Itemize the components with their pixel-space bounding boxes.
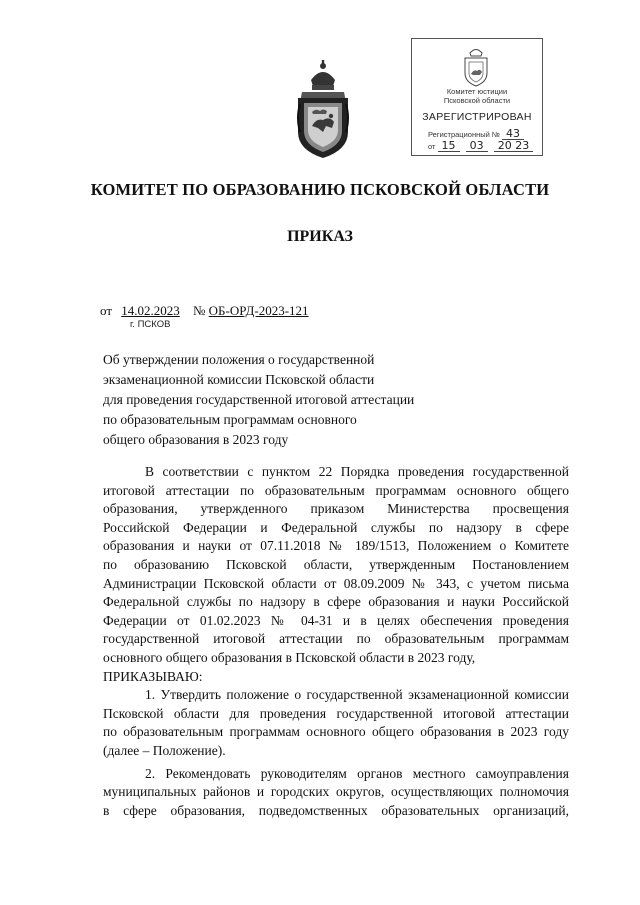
order-date: 14.02.2023 — [121, 303, 180, 318]
preamble-line: итоговой аттестации по образовательным программам основного общего — [103, 482, 569, 498]
stamp-org-line1: Комитет юстиции — [446, 87, 508, 96]
order-number-label: № — [193, 303, 206, 318]
item1-line: Псковской области для проведения государственной итоговой аттестации — [103, 705, 569, 721]
item1-line: по образовательным программам основного общего образования в 2023 году — [103, 724, 569, 740]
order-word: ПРИКАЗЫВАЮ: — [103, 668, 203, 684]
stamp-registered-label: ЗАРЕГИСТРИРОВАН — [422, 111, 532, 123]
item2-line: в сфере образования, подведомственных образовательных организаций, — [103, 802, 569, 818]
preamble-line: образования, утвержденного приказом Министерства просвещения — [103, 501, 569, 517]
stamp-date-row — [428, 141, 533, 152]
preamble-line: Российской Федерации и Федеральной службы по надзору в сфере — [103, 519, 569, 535]
item2-line: муниципальных районов и городских округов, осуществляющих полномочия — [103, 784, 569, 800]
order-date-number-line — [100, 303, 309, 319]
stamp-date-day: 15 — [438, 141, 460, 152]
subject-line: по образовательным программам основного — [103, 412, 357, 427]
committee-title: КОМИТЕТ ПО ОБРАЗОВАНИЮ ПСКОВСКОЙ ОБЛАСТИ — [90, 180, 550, 199]
item2-line: 2. Рекомендовать руководителям органов местного самоуправления — [145, 765, 569, 781]
preamble-line: Администрации Псковской области от 08.09.2009 № 343, с учетом письма — [103, 575, 569, 591]
subject-line: экзаменационной комиссии Псковской области — [103, 372, 375, 387]
item1-line: (далее – Положение). — [103, 742, 226, 758]
coat-of-arms-emblem — [290, 58, 356, 162]
preamble-line: образования и науки от 07.11.2018 № 189/1513, Положением о Комитете — [103, 538, 569, 554]
preamble-line: основного общего образования в Псковской области в 2023 году, — [103, 649, 476, 665]
order-from-label: от — [100, 303, 113, 318]
stamp-reg-number: 43 — [502, 129, 524, 140]
stamp-date-month: 03 — [466, 141, 488, 152]
subject-line: Об утверждении положения о государственной — [103, 352, 375, 367]
preamble-line: государственной итоговой аттестации по образовательным программам — [103, 631, 569, 647]
document-type-title: ПРИКАЗ — [287, 228, 353, 245]
order-subject — [103, 350, 414, 450]
preamble-line: В соответствии с пунктом 22 Порядка проведения государственной — [145, 464, 569, 479]
order-city: г. ПСКОВ — [130, 319, 171, 330]
subject-line: для проведения государственной итоговой аттестации — [103, 392, 415, 407]
order-number: ОБ-ОРД-2023-121 — [208, 303, 309, 318]
registration-stamp — [411, 38, 543, 156]
subject-line: общего образования в 2023 году — [103, 432, 289, 447]
stamp-date-prefix: от — [428, 142, 436, 151]
preamble-line: по образованию Псковской области, утвержденным Постановлением — [103, 556, 569, 572]
stamp-reg-number-label: Регистрационный № — [428, 130, 500, 139]
stamp-emblem-icon — [460, 45, 492, 87]
preamble-line: Федеральной службы по надзору в сфере образования и науки Российской — [103, 594, 569, 610]
stamp-org-line2: Псковской области — [443, 96, 511, 105]
order-body — [103, 463, 569, 820]
preamble-line: Федерации от 01.02.2023 № 04-31 и в целях обеспечения проведения — [103, 612, 569, 628]
item1-line: 1. Утвердить положение о государственной экзаменационной комиссии — [145, 687, 569, 703]
stamp-date-year: 20 23 — [494, 141, 534, 152]
